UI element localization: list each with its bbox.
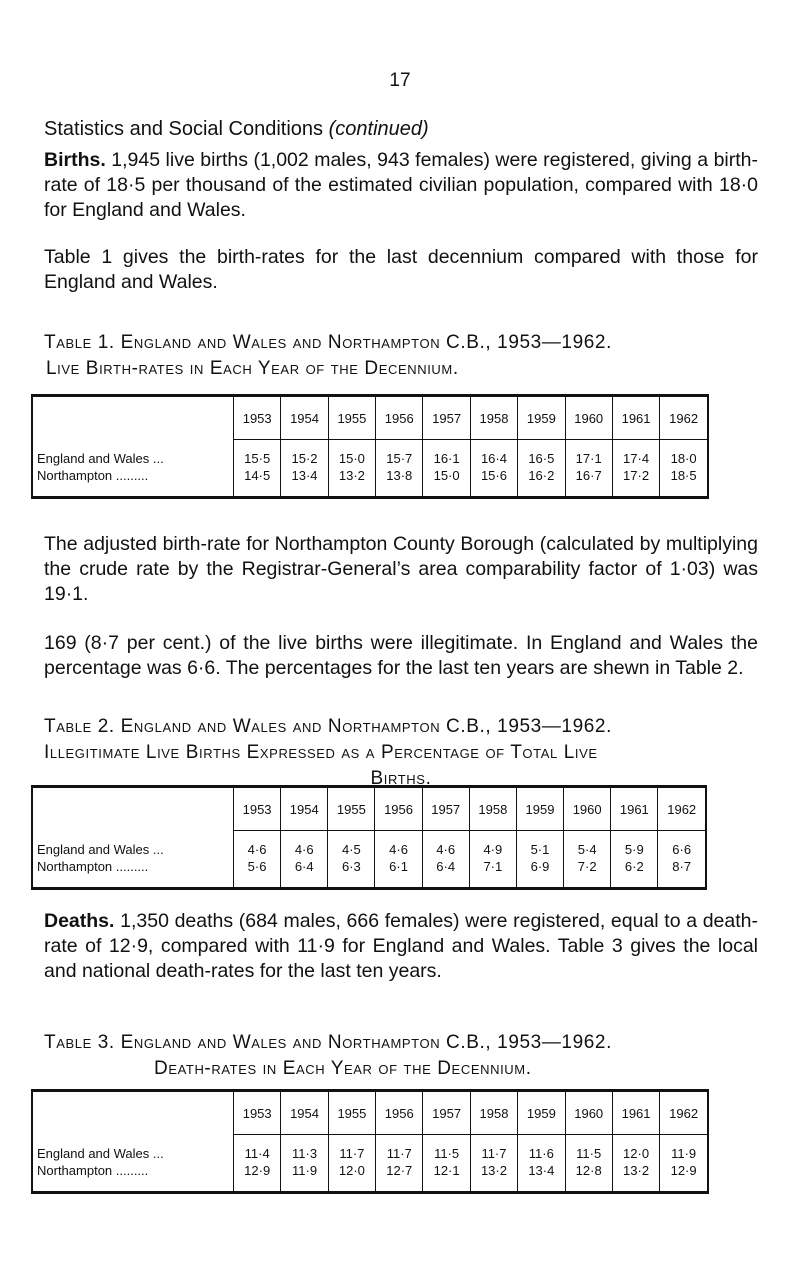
year-header: 1961 [611,787,658,831]
year-header: 1956 [376,396,423,440]
table-cell: 15·0 [328,440,375,468]
year-header: 1953 [234,396,281,440]
table-cell: 12·8 [565,1162,612,1193]
table-cell: 6·4 [281,858,328,889]
table-cell: 15·6 [470,467,517,498]
table-cell: 13·2 [612,1162,659,1193]
header-row [32,787,706,831]
table-cell: 12·1 [423,1162,470,1193]
table-cell: 15·5 [234,440,281,468]
table-cell: 16·5 [518,440,565,468]
year-header: 1955 [328,1091,375,1135]
table-cell: 17·2 [612,467,659,498]
row-label: Northampton ......... [32,1162,234,1193]
table-cell: 5·9 [611,831,658,859]
table-cell: 17·4 [612,440,659,468]
deaths-heading: Deaths. [44,910,115,932]
table3 [31,1089,709,1194]
table-cell: 14·5 [234,467,281,498]
table-cell: 11·4 [234,1135,281,1163]
table-cell: 11·5 [565,1135,612,1163]
table-cell: 16·7 [565,467,612,498]
year-header: 1955 [328,396,375,440]
table-cell: 4·6 [422,831,469,859]
year-header: 1960 [565,396,612,440]
table-cell: 12·9 [234,1162,281,1193]
year-header: 1955 [328,787,375,831]
table-cell: 13·4 [518,1162,565,1193]
table-cell: 18·0 [660,440,708,468]
table-cell: 4·6 [234,831,281,859]
table-cell: 12·0 [328,1162,375,1193]
table-cell: 13·2 [328,467,375,498]
year-header: 1957 [423,1091,470,1135]
table-cell: 6·2 [611,858,658,889]
section-title [44,118,429,141]
table-cell: 11·7 [328,1135,375,1163]
table-cell: 13·2 [470,1162,517,1193]
table-cell: 11·5 [423,1135,470,1163]
table-cell: 15·7 [376,440,423,468]
year-header: 1958 [470,1091,517,1135]
table1-caption [44,330,758,382]
table-row [32,440,708,468]
table-cell: 12·0 [612,1135,659,1163]
table-cell: 6·6 [658,831,706,859]
year-header: 1957 [423,396,470,440]
table-cell: 11·9 [660,1135,708,1163]
year-header: 1962 [658,787,706,831]
adjusted-birthrate-paragraph: The adjusted birth-rate for Northampton County Borough (calculated by multiplying the crude rate by the Registrar-General’s area comparability factor of 1·03) was 19·1. [44,533,758,605]
row-label: England and Wales ... [32,831,234,859]
row-label: England and Wales ... [32,440,234,468]
year-header: 1961 [612,1091,659,1135]
table2-caption [44,714,758,792]
table-cell: 11·7 [470,1135,517,1163]
births-paragraph [44,148,758,223]
table-cell: 13·8 [376,467,423,498]
table-cell: 12·7 [376,1162,423,1193]
table2-caption-line3: Births. [370,768,432,789]
header-row [32,396,708,440]
year-header: 1958 [470,396,517,440]
header-row [32,1091,708,1135]
corner-cell [32,1091,234,1135]
year-header: 1954 [281,1091,328,1135]
table-cell: 6·9 [516,858,563,889]
table-cell: 11·6 [518,1135,565,1163]
table2 [31,785,707,890]
year-header: 1959 [518,396,565,440]
table-cell: 13·4 [281,467,328,498]
year-header: 1956 [376,1091,423,1135]
table-cell: 5·4 [564,831,611,859]
table-cell: 5·6 [234,858,281,889]
year-header: 1960 [565,1091,612,1135]
table-row [32,1135,708,1163]
section-title-text: Statistics and Social Conditions [44,118,324,140]
year-header: 1959 [518,1091,565,1135]
year-header: 1956 [375,787,422,831]
row-label: Northampton ......... [32,858,234,889]
year-header: 1954 [281,396,328,440]
table-cell: 12·9 [660,1162,708,1193]
table3-caption-line2: Death-rates in Each Year of the Decennium. [154,1058,532,1079]
table-row [32,858,706,889]
year-header: 1960 [564,787,611,831]
table-row [32,1162,708,1193]
table-cell: 4·6 [281,831,328,859]
table-cell: 7·2 [564,858,611,889]
table-cell: 4·9 [469,831,516,859]
illegitimate-paragraph: 169 (8·7 per cent.) of the live births were illegitimate. In England and Wales the percentage was 6·6. The percentages for the last ten years are shewn in Table 2. [44,632,758,679]
table-cell: 8·7 [658,858,706,889]
year-header: 1957 [422,787,469,831]
table1-caption-line1: Table 1. England and Wales and Northampton C.B., 1953—1962. [44,332,612,353]
table2-caption-line1: Table 2. England and Wales and Northampton C.B., 1953—1962. [44,716,612,737]
table3-caption-line1: Table 3. England and Wales and Northampton C.B., 1953—1962. [44,1032,612,1053]
births-text: 1,945 live births (1,002 males, 943 females) were registered, giving a birth-rate of 18·5 per thousand of the estimated civilian population, compared with 18·0 for England and Wales. [44,149,758,221]
table-cell: 15·2 [281,440,328,468]
year-header: 1961 [612,396,659,440]
table-cell: 15·0 [423,467,470,498]
page-number: 17 [389,70,411,91]
year-header: 1954 [281,787,328,831]
table-cell: 11·7 [376,1135,423,1163]
table1-intro: Table 1 gives the birth-rates for the last decennium compared with those for England and Wales. [44,246,758,293]
table1 [31,394,709,499]
row-label: England and Wales ... [32,1135,234,1163]
table3-caption [44,1030,758,1082]
year-header: 1962 [660,396,708,440]
table1-caption-line2: Live Birth-rates in Each Year of the Decennium. [46,358,459,379]
table-cell: 4·5 [328,831,375,859]
row-label: Northampton ......... [32,467,234,498]
year-header: 1962 [660,1091,708,1135]
table-cell: 11·9 [281,1162,328,1193]
table-row [32,831,706,859]
table-cell: 17·1 [565,440,612,468]
table2-caption-line2: Illegitimate Live Births Expressed as a Percentage of Total Live [44,742,598,763]
year-header: 1953 [234,787,281,831]
table-cell: 16·4 [470,440,517,468]
deaths-paragraph [44,909,758,984]
table-cell: 11·3 [281,1135,328,1163]
births-heading: Births. [44,149,106,171]
table-cell: 7·1 [469,858,516,889]
table-cell: 16·2 [518,467,565,498]
table-cell: 5·1 [516,831,563,859]
table-row [32,467,708,498]
year-header: 1953 [234,1091,281,1135]
table-cell: 16·1 [423,440,470,468]
deaths-text: 1,350 deaths (684 males, 666 females) were registered, equal to a death-rate of 12·9, compared with 11·9 for England and Wales. Table 3 gives the local and national death-rates for the last ten years. [44,910,758,982]
table-cell: 4·6 [375,831,422,859]
corner-cell [32,787,234,831]
table-cell: 6·4 [422,858,469,889]
table-cell: 6·3 [328,858,375,889]
table-cell: 6·1 [375,858,422,889]
corner-cell [32,396,234,440]
table-cell: 18·5 [660,467,708,498]
section-continued: (continued) [328,118,429,140]
year-header: 1959 [516,787,563,831]
year-header: 1958 [469,787,516,831]
